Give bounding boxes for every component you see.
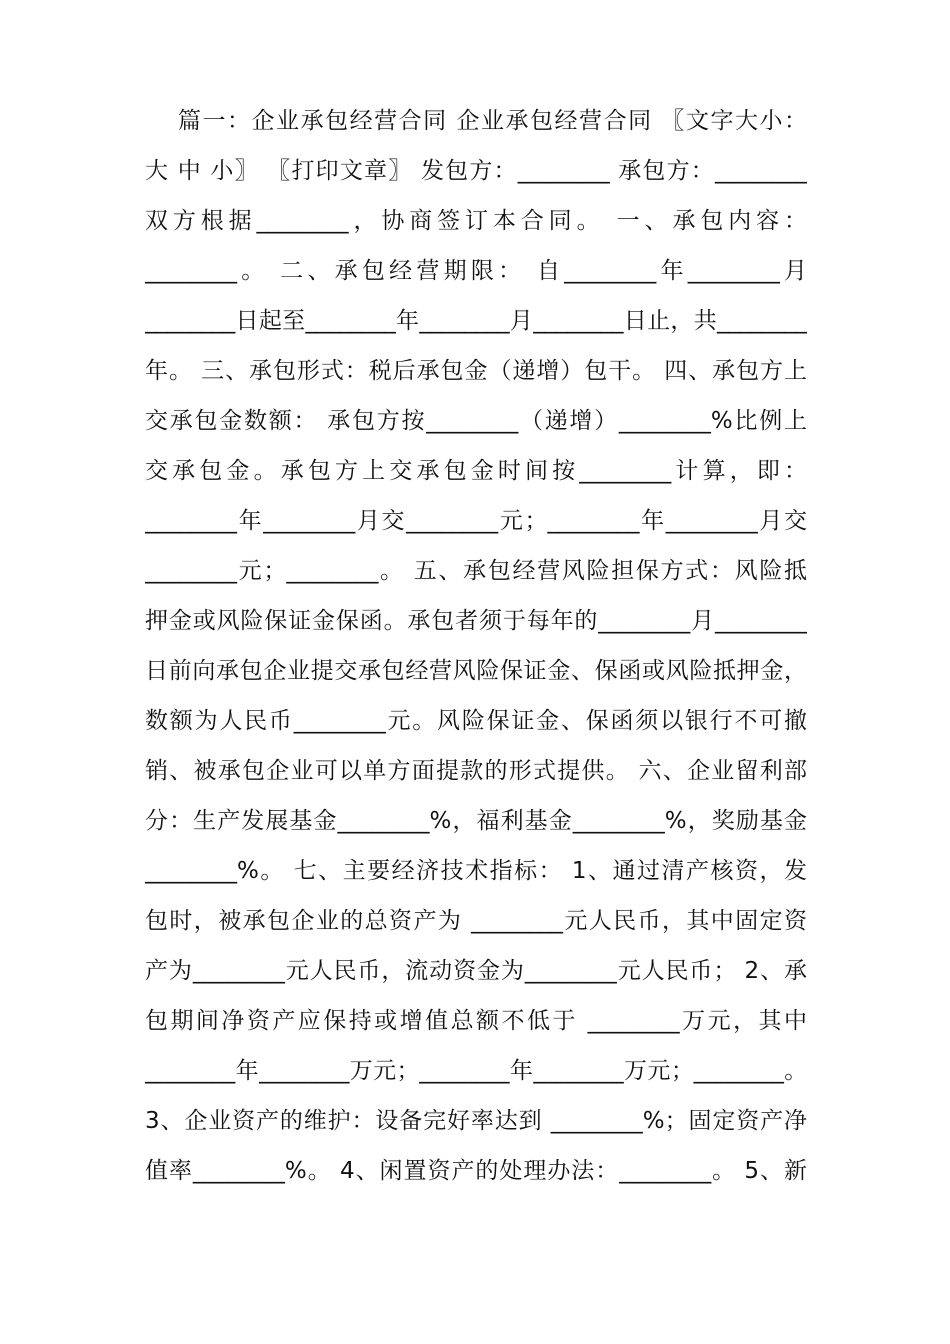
text-line: ________。 二、承包经营期限： 自________年________月: [145, 258, 807, 284]
text-line: 押金或风险保证金保函。承包者须于每年的________月________: [145, 608, 807, 634]
text-line: 日前向承包企业提交承包经营风险保证金、保函或风险抵押金，: [145, 658, 807, 684]
text-line: 产为________元人民币，流动资金为________元人民币； 2、承: [145, 958, 807, 984]
text-line: 交承包金数额： 承包方按________（递增）________%比例上: [145, 408, 807, 434]
text-line: ________%。 七、主要经济技术指标： 1、通过清产核资，发: [145, 858, 807, 884]
text-line: 数额为人民币________元。风险保证金、保函须以银行不可撤: [145, 708, 807, 734]
text-line: ________年________月交________元；________年________月交: [145, 508, 807, 534]
text-line: 值率________%。 4、闲置资产的处理办法：________。 5、新: [145, 1158, 807, 1184]
text-line: ________年________万元；________年________万元；________。: [145, 1058, 807, 1084]
text-line: 3、企业资产的维护：设备完好率达到 ________%；固定资产净: [145, 1108, 807, 1134]
text-line: 年。 三、承包形式：税后承包金（递增）包干。 四、承包方上: [145, 358, 807, 384]
text-line: 双方根据________，协商签订本合同。 一、承包内容：: [145, 208, 807, 234]
text-line: 包时，被承包企业的总资产为 ________元人民币，其中固定资: [145, 908, 807, 934]
text-line: 交承包金。承包方上交承包金时间按________计算，即：: [145, 458, 807, 484]
text-line: ________日起至________年________月________日止，共________: [145, 308, 807, 334]
text-line: ________元；________。 五、承包经营风险担保方式：风险抵: [145, 558, 807, 584]
text-line: 分：生产发展基金________%，福利基金________%，奖励基金: [145, 808, 807, 834]
text-line: 销、被承包企业可以单方面提款的形式提供。 六、企业留利部: [145, 758, 807, 784]
text-line: 大 中 小〗 〖打印文章〗 发包方：________ 承包方：________: [145, 158, 807, 184]
text-line: 包期间净资产应保持或增值总额不低于 ________万元，其中: [145, 1008, 807, 1034]
text-line: 篇一：企业承包经营合同 企业承包经营合同 〖文字大小：: [178, 108, 807, 134]
